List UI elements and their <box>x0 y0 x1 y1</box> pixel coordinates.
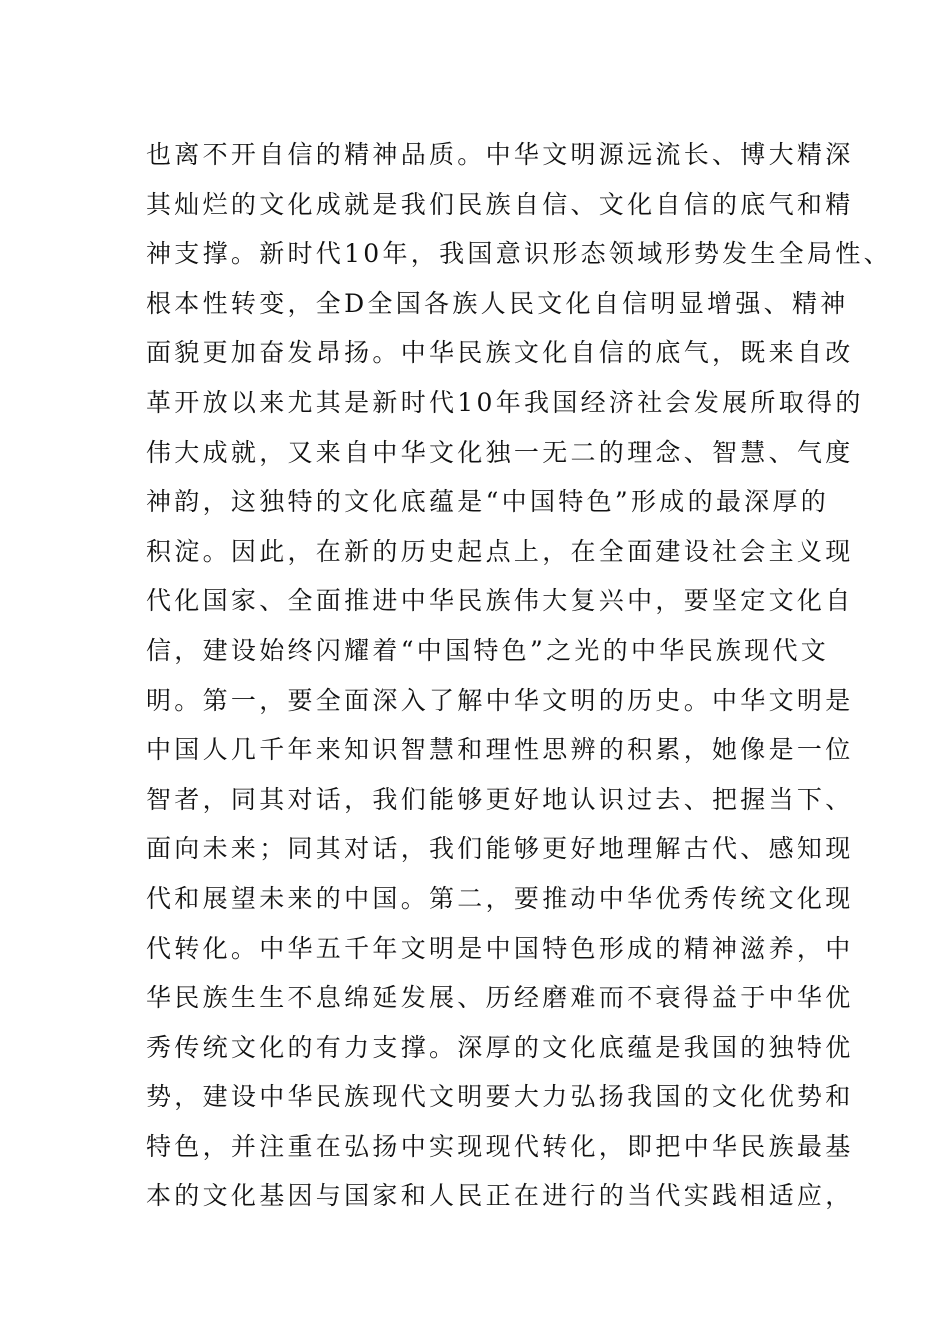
text-line: 面貌更加奋发昂扬。中华民族文化自信的底气，既来自改 <box>146 338 854 368</box>
text-line: 明。第一，要全面深入了解中华文明的历史。中华文明是 <box>146 685 854 715</box>
text-line: 伟大成就，又来自中华文化独一无二的理念、智慧、气度 <box>146 437 854 467</box>
text-line: 代化国家、全面推进中华民族伟大复兴中，要坚定文化自 <box>146 586 854 616</box>
text-line: 面向未来；同其对话，我们能够更好地理解古代、感知现 <box>146 834 854 864</box>
text-line: 代转化。中华五千年文明是中国特色形成的精神滋养，中 <box>146 933 854 963</box>
text-line: 积淀。因此，在新的历史起点上，在全面建设社会主义现 <box>146 536 854 566</box>
text-line: 其灿烂的文化成就是我们民族自信、文化自信的底气和精 <box>146 189 854 219</box>
text-line: 信，建设始终闪耀着“中国特色”之光的中华民族现代文 <box>146 635 830 665</box>
text-line: 根本性转变，全D全国各族人民文化自信明显增强、精神 <box>146 288 849 318</box>
text-line: 革开放以来尤其是新时代10年我国经济社会发展所取得的 <box>146 387 864 417</box>
text-line: 神支撑。新时代10年，我国意识形态领域形势发生全局性、 <box>146 239 892 269</box>
text-line: 智者，同其对话，我们能够更好地认识过去、把握当下、 <box>146 784 854 814</box>
text-line: 势，建设中华民族现代文明要大力弘扬我国的文化优势和 <box>146 1082 854 1112</box>
text-line: 本的文化基因与国家和人民正在进行的当代实践相适应， <box>146 1181 854 1211</box>
text-line: 也离不开自信的精神品质。中华文明源远流长、博大精深 <box>146 140 854 169</box>
text-line: 特色，并注重在弘扬中实现现代转化，即把中华民族最基 <box>146 1131 854 1161</box>
body-text <box>146 130 892 1221</box>
text-line: 代和展望未来的中国。第二，要推动中华优秀传统文化现 <box>146 883 854 913</box>
text-line: 华民族生生不息绵延发展、历经磨难而不衰得益于中华优 <box>146 983 854 1013</box>
text-line: 中国人几千年来知识智慧和理性思辨的积累，她像是一位 <box>146 735 854 765</box>
text-line: 秀传统文化的有力支撑。深厚的文化底蕴是我国的独特优 <box>146 1032 854 1062</box>
text-line: 神韵，这独特的文化底蕴是“中国特色”形成的最深厚的 <box>146 487 830 517</box>
